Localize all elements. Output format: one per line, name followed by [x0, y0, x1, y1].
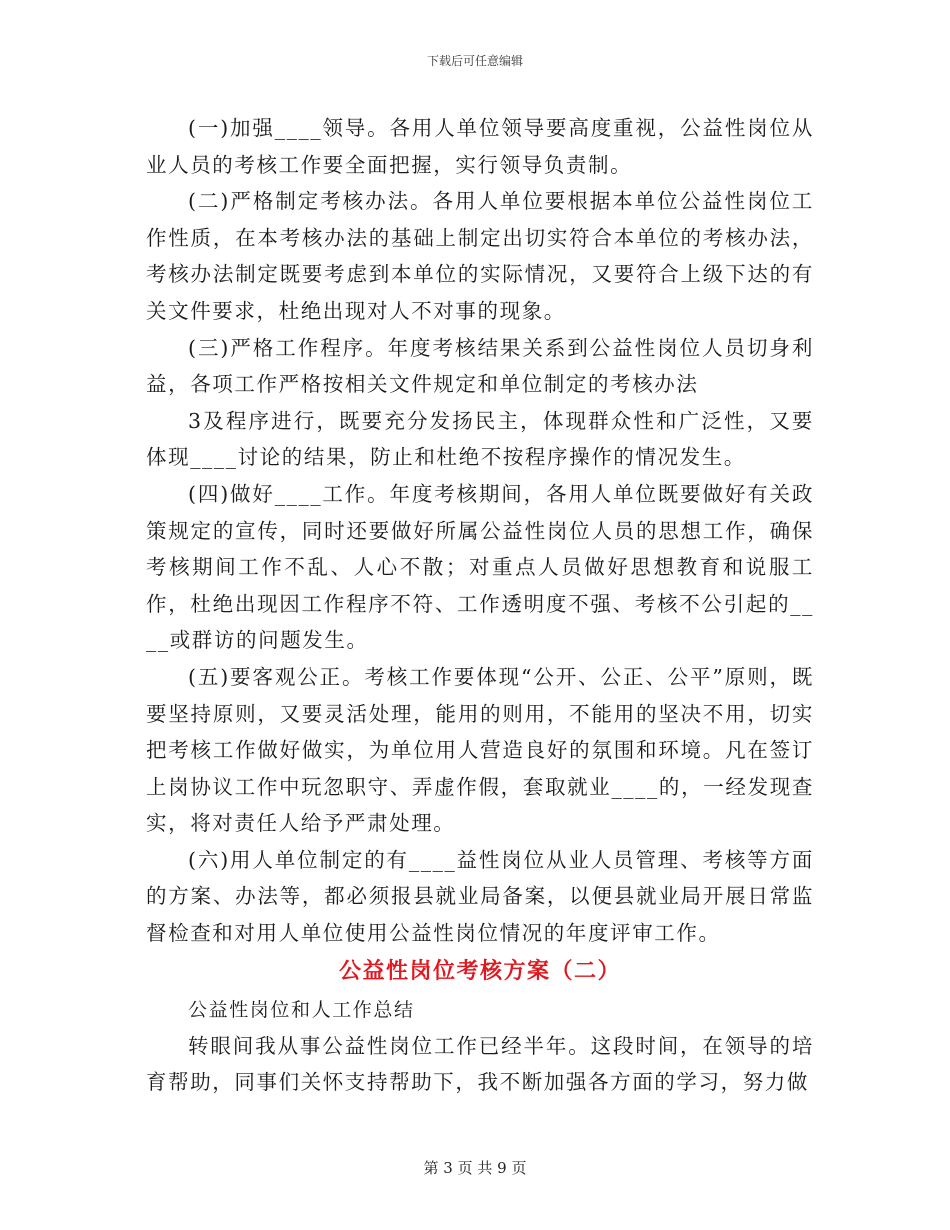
paragraph-6: (六)用人单位制定的有____益性岗位从业人员管理、考核等方面的方案、办法等，都必须报县就业局备案，以便县就业局开展日常监督检查和对用人单位使用公益性岗位情况的年度评审工作。: [146, 847, 814, 946]
page-header: 下载后可任意编辑: [426, 54, 523, 68]
paragraph-2: (二)严格制定考核办法。各用人单位要根据本单位公益性岗位工作性质，在本考核办法的基础上制定出切实符合本单位的考核办法，考核办法制定既要考虑到本单位的实际情况，又要符合上级下达的有关文件要求，杜绝出现对人不对事的现象。: [146, 189, 814, 323]
section-body: 转眼间我从事公益性岗位工作已经半年。这段时间，在领导的培育帮助，同事们关怀支持帮助下，我不断加强各方面的学习，努力做: [146, 1033, 814, 1095]
paragraph-1: (一)加强____领导。各用人单位领导要高度重视，公益性岗位从业人员的考核工作要全面把握，实行领导负责制。: [146, 116, 814, 177]
paragraph-5: (五)要客观公正。考核工作要体现“公开、公正、公平”原则，既要坚持原则，又要灵活处理，能用的则用，不能用的坚决不用，切实把考核工作做好做实，为单位用人营造良好的氛围和环境。凡在签订上岗协议工作中玩忽职守、弄虚作假，套取就业____的，一经发现查实，将对责任人给予严肃处理。: [146, 664, 814, 836]
paragraph-3: (三)严格工作程序。年度考核结果关系到公益性岗位人员切身利益，各项工作严格按相关文件规定和单位制定的考核办法: [146, 335, 814, 397]
section-subtitle: 公益性岗位和人工作总结: [188, 998, 415, 1021]
page-footer: 第 3 页 共 9 页: [423, 1159, 527, 1177]
paragraph-3-continued: 3及程序进行，既要充分发扬民主，体现群众性和广泛性，又要体现____讨论的结果，防止和杜绝不按程序操作的情况发生。: [146, 408, 814, 470]
section-title: 公益性岗位考核方案（二）: [338, 958, 621, 984]
paragraph-4: (四)做好____工作。年度考核期间，各用人单位既要做好有关政策规定的宣传，同时还要做好所属公益性岗位人员的思想工作，确保考核期间工作不乱、人心不散；对重点人员做好思想教育和说服工作，杜绝出现因工作程序不符、工作透明度不强、考核不公引起的____或群访的问题发生。: [146, 481, 814, 653]
document-body: [146, 110, 814, 1101]
